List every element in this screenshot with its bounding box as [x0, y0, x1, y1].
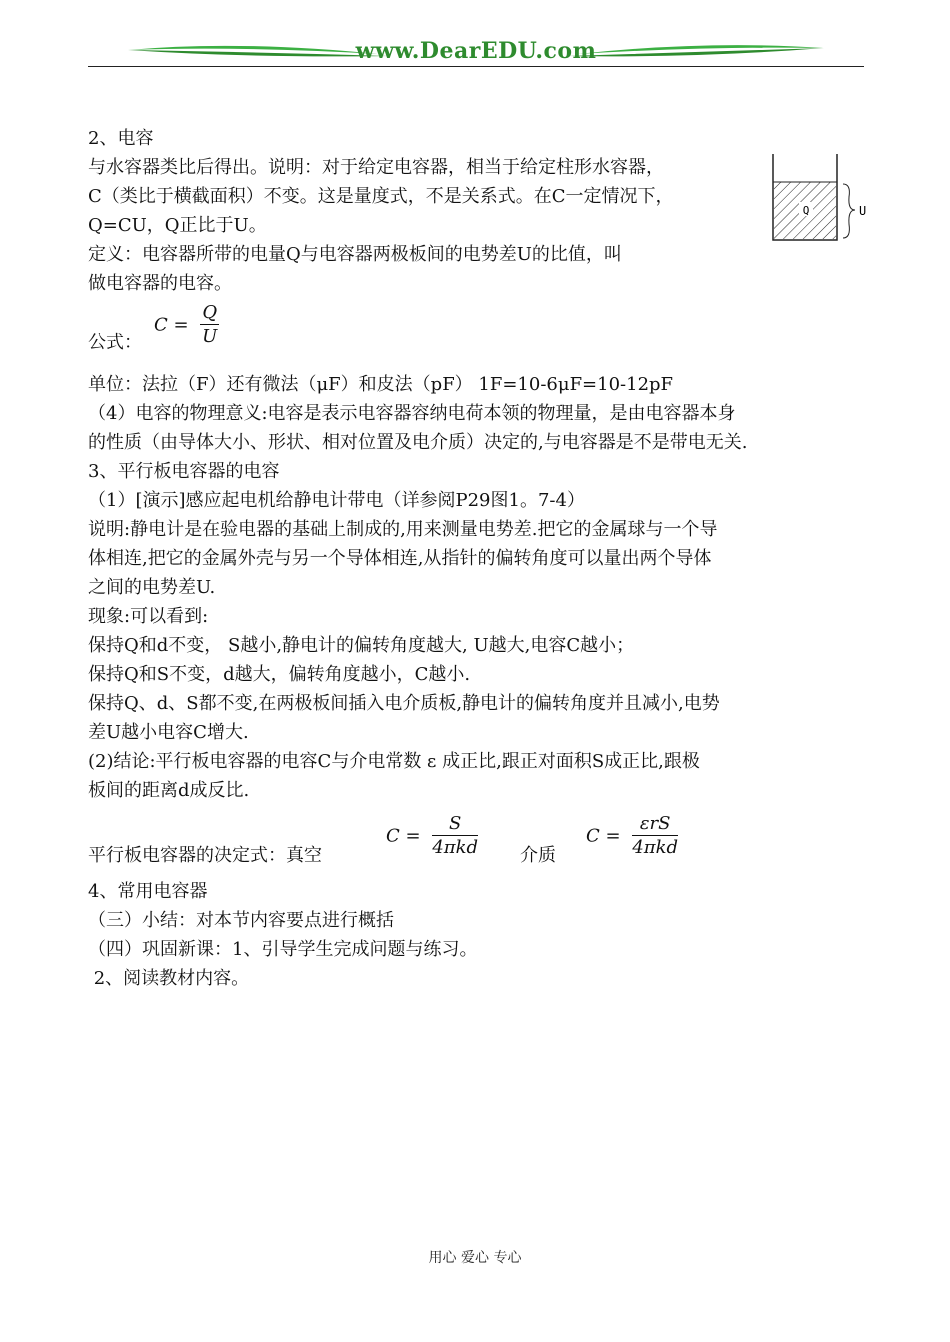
- figure-u-label: U: [859, 204, 867, 218]
- paragraph: 之间的电势差U.: [88, 577, 216, 598]
- paragraph: 体相连,把它的金属外壳与另一个导体相连,从指针的偏转角度可以量出两个导体: [88, 548, 712, 569]
- definition-line: 定义：电容器所带的电量Q与电容器两极板间的电势差U的比值，叫: [88, 244, 622, 265]
- summary-line: （三）小结：对本节内容要点进行概括: [88, 910, 394, 931]
- parallel-plate-formulas: [88, 805, 868, 865]
- vacuum-fraction: [432, 813, 478, 860]
- header-rule: [88, 66, 864, 67]
- observation: 保持Q和d不变， S越小,静电计的偏转角度越大, U越大,电容C越小；: [88, 635, 635, 656]
- observation: 保持Q、d、S都不变,在两极板间插入电介质板,静电计的偏转角度并且减小,电势: [88, 693, 720, 714]
- conclusion: 板间的距离d成反比.: [88, 780, 250, 801]
- paragraph: 现象:可以看到:: [88, 606, 209, 627]
- consolidate-line: （四）巩固新课：1、引导学生完成问题与练习。: [88, 939, 478, 960]
- decide-label: 平行板电容器的决定式：真空: [88, 845, 322, 866]
- formula-lhs: C =: [154, 314, 189, 336]
- read-line: 2、阅读教材内容。: [88, 968, 250, 989]
- medium-denominator: 4πkd: [632, 837, 679, 858]
- definition-line: 做电容器的电容。: [88, 273, 232, 294]
- paragraph: 说明:静电计是在验电器的基础上制成的,用来测量电势差.把它的金属球与一个导: [88, 519, 718, 540]
- section-2-title: 2、电容: [88, 128, 154, 149]
- formula-denominator: U: [202, 326, 218, 347]
- paragraph: Q=CU，Q正比于U。: [88, 215, 267, 236]
- paragraph: C（类比于横截面积）不变。这是量度式，不是关系式。在C一定情况下，: [88, 186, 674, 207]
- vacuum-denominator: 4πkd: [432, 837, 479, 858]
- medium-fraction: [632, 813, 678, 860]
- section-4-title: 4、常用电容器: [88, 881, 208, 902]
- observation: 保持Q和S不变，d越大，偏转角度越小，C越小.: [88, 664, 471, 685]
- page-header: [88, 36, 864, 70]
- capacitance-formula: [88, 298, 868, 356]
- formula-fraction: [200, 302, 219, 349]
- paragraph: 与水容器类比后得出。说明：对于给定电容器，相当于给定柱形水容器，: [88, 157, 664, 178]
- paragraph: 的性质（由导体大小、形状、相对位置及电介质）决定的,与电容器是不是带电无关.: [88, 432, 748, 453]
- demo-line: （1）[演示]感应起电机给静电计带电（详参阅P29图1。7-4）: [88, 490, 585, 511]
- document-body: [88, 124, 868, 993]
- formula-label: 公式：: [88, 332, 142, 353]
- medium-lhs: C =: [586, 825, 621, 847]
- unit-line: 单位：法拉（F）还有微法（μF）和皮法（pF） 1F=10-6μF=10-12pF: [88, 374, 674, 395]
- paragraph: （4）电容的物理意义:电容是表示电容器容纳电荷本领的物理量，是由电容器本身: [88, 403, 736, 424]
- vacuum-lhs: C =: [386, 825, 421, 847]
- medium-label: 介质: [520, 845, 556, 866]
- section-3-title: 3、平行板电容器的电容: [88, 461, 280, 482]
- conclusion: (2)结论:平行板电容器的电容C与介电常数 ε 成正比,跟正对面积S成正比,跟极: [88, 751, 700, 772]
- formula-numerator: Q: [202, 302, 218, 323]
- medium-formula: [586, 813, 678, 860]
- medium-numerator: εrS: [632, 813, 678, 836]
- vacuum-formula: [386, 813, 478, 860]
- page-footer: 用心 爱心 专心: [428, 1250, 522, 1266]
- figure-q-label: Q: [802, 204, 810, 217]
- observation: 差U越小电容C增大.: [88, 722, 249, 743]
- vacuum-numerator: S: [432, 813, 478, 836]
- site-logo-text: www.DearEDU.com: [355, 38, 597, 64]
